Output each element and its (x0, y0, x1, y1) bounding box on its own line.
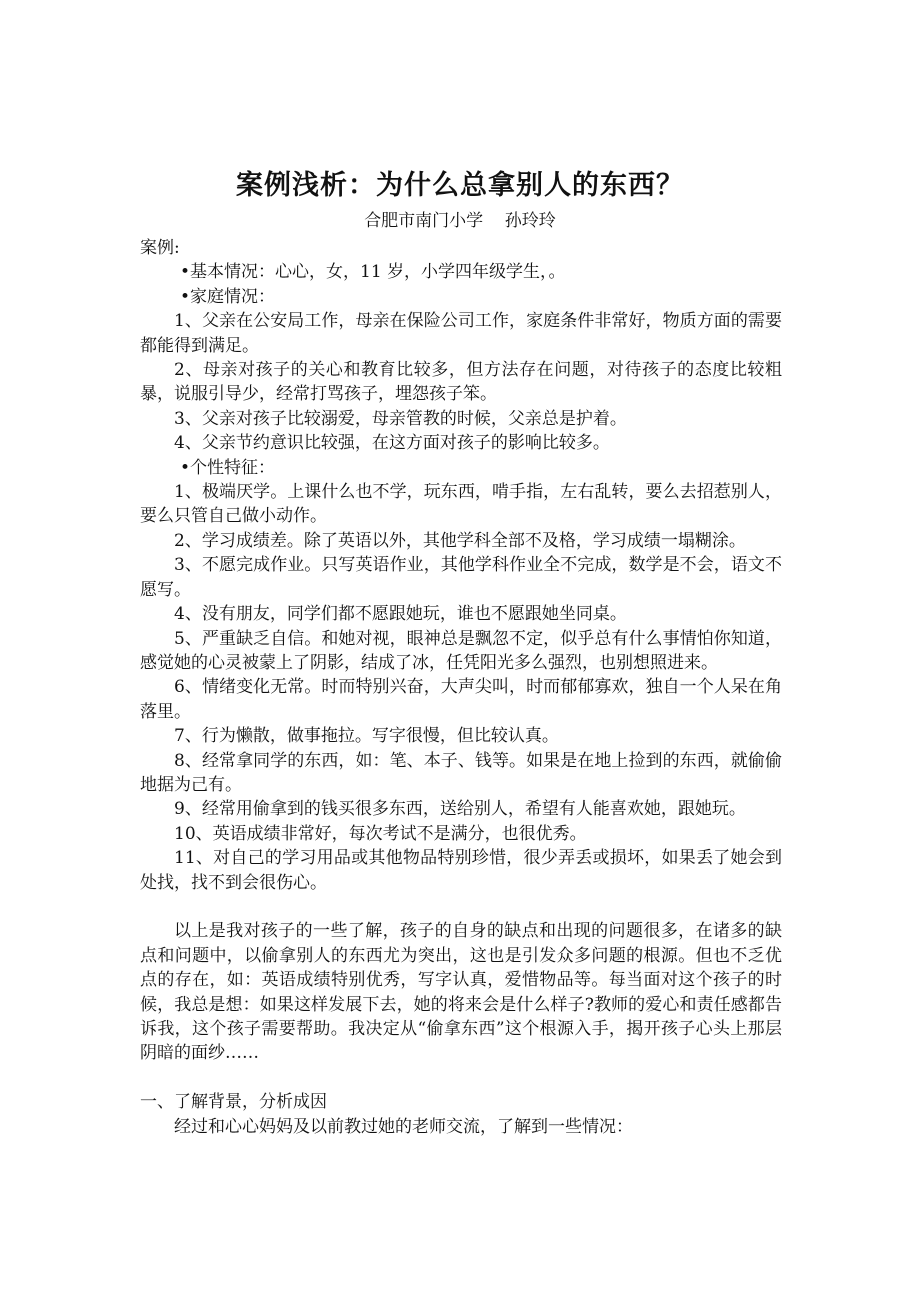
basic-info: •基本情况：心心，女，11 岁，小学四年级学生，。 (180, 262, 566, 283)
family-item: 4、父亲节约意识比较强，在这方面对孩子的影响比较多。 (174, 433, 610, 454)
personality-item: 11、对自己的学习用品或其他物品特别珍惜，很少弄丢或损坏，如果丢了她会到处找，找不到会很伤心。 (140, 848, 782, 893)
personality-item: 5、严重缺乏自信。和她对视，眼神总是飘忽不定，似乎总有什么事情怕你知道，感觉她的心灵被蒙上了阴影，结成了冰，任凭阳光多么强烈，也别想照进来。 (140, 628, 782, 673)
family-item: 1、父亲在公安局工作，母亲在保险公司工作，家庭条件非常好，物质方面的需要都能得到满足。 (140, 311, 782, 356)
family-heading: •家庭情况： (180, 286, 276, 307)
paragraph-spacer (140, 1066, 782, 1090)
summary-paragraph: 以上是我对孩子的一些了解，孩子的自身的缺点和出现的问题很多，在诸多的缺点和问题中，以偷拿别人的东西尤为突出，这也是引发众多问题的根源。但也不乏优点的存在，如：英语成绩特别优秀，写字认真，爱惜物品等。每当面对这个孩子的时候，我总是想：如果这样发展下去，她的将来会是什么样子?教师的爱心和责任感都告诉我，这个孩子需要帮助。我决定从“偷拿东西”这个根源入手，揭开孩子心头上那层阴暗的面纱…… (140, 921, 782, 1064)
document-body (140, 236, 782, 1139)
section-heading: 一、了解背景，分析成因 (140, 1092, 327, 1113)
case-label: 案例: (140, 238, 180, 258)
personality-item: 9、经常用偷拿到的钱买很多东西，送给别人，希望有人能喜欢她，跟她玩。 (174, 799, 746, 820)
personality-heading: •个性特征： (180, 457, 276, 478)
paragraph-spacer (140, 895, 782, 919)
document-author: 合肥市南门小学 孙玲玲 (364, 211, 556, 231)
personality-item: 8、经常拿同学的东西，如：笔、本子、钱等。如果是在地上捡到的东西，就偷偷地据为己有。 (140, 750, 782, 795)
section-intro: 经过和心心妈妈及以前教过她的老师交流，了解到一些情况： (174, 1116, 633, 1137)
document-title: 案例浅析：为什么总拿别人的东西？ (236, 170, 684, 201)
personality-item: 3、不愿完成作业。只写英语作业，其他学科作业全不完成，数学是不会，语文不愿写。 (140, 555, 782, 600)
personality-item: 10、英语成绩非常好，每次考试不是满分，也很优秀。 (174, 823, 587, 844)
family-item: 3、父亲对孩子比较溺爱，母亲管教的时候，父亲总是护着。 (174, 408, 627, 429)
personality-item: 1、极端厌学。上课什么也不学，玩东西，啃手指，左右乱转，要么去招惹别人，要么只管自己做小动作。 (140, 482, 782, 527)
personality-item: 6、情绪变化无常。时而特别兴奋，大声尖叫，时而郁郁寡欢，独自一个人呆在角落里。 (140, 677, 782, 722)
personality-item: 2、学习成绩差。除了英语以外，其他学科全部不及格，学习成绩一塌糊涂。 (174, 530, 746, 551)
personality-item: 4、没有朋友，同学们都不愿跟她玩，谁也不愿跟她坐同桌。 (174, 604, 627, 625)
personality-item: 7、行为懒散，做事拖拉。写字很慢，但比较认真。 (174, 726, 559, 747)
family-item: 2、母亲对孩子的关心和教育比较多，但方法存在问题，对待孩子的态度比较粗暴，说服引导少，经常打骂孩子，埋怨孩子笨。 (140, 360, 782, 405)
